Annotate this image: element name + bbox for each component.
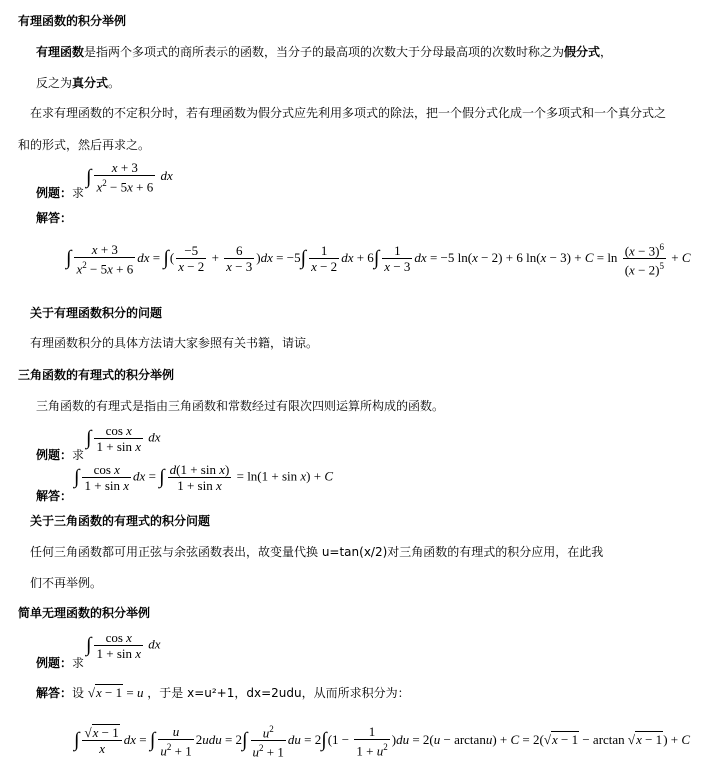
example3-answer-label: 解答： bbox=[36, 686, 73, 700]
rational-note-title: 关于有理函数积分的问题 bbox=[30, 306, 163, 320]
substitution-formula: √x − 1 = u bbox=[87, 685, 144, 700]
term-rational-function: 有理函数 bbox=[36, 45, 85, 59]
sec2-title: 三角函数的有理式的积分举例 bbox=[18, 368, 175, 382]
rational-definition: 有理函数是指两个多项式的商所表示的函数，当分子的最高项的次数大于分母最高项的次数时称之为假分式， bbox=[36, 45, 613, 59]
sec1-title: 有理函数的积分举例 bbox=[18, 14, 127, 28]
example1-label: 例题：求 bbox=[36, 186, 85, 200]
example1-solution: ∫ $\frac{x + 3}{x^2 - 5x + 6}$ dx = ∫( $\frac{-5}{x - 2}$ + $\frac{6}{x - 3}$ )dx = −5∫ $\frac{1}{x - 2}$ dx + 6∫ $\frac{1}{x - 3}$ dx = −5 ln(x − 2) + 6 ln(x − 3) + C = ln $\frac{(x - 3)^6}{(x - 2)^5}$ + C bbox=[66, 241, 691, 278]
term-improper-fraction: 假分式 bbox=[564, 45, 601, 59]
rational-definition-line2: 反之为真分式。 bbox=[36, 76, 121, 90]
rational-note-text: 有理函数积分的具体方法请大家参照有关书籍，请谅。 bbox=[30, 336, 319, 350]
example3-solution: ∫ $\frac{√x - 1}{x}$ dx = ∫ $\frac{u}{u^2 + 1}$ 2udu = 2∫ $\frac{u^2}{u^2 + 1}$ du = 2∫(1 − $\frac{1}{1 + u^2}$ )du = 2(u − arctanu) + C = 2(√x − 1 − arctan √x − 1) + C bbox=[74, 723, 691, 760]
example2-label: 例题：求 bbox=[36, 448, 85, 462]
term-proper-fraction: 真分式 bbox=[72, 76, 109, 90]
method-paragraph-line2: 和的形式，然后再求之。 bbox=[18, 138, 151, 152]
example1-formula: ∫ $\frac{x + 3}{x^2 - 5x + 6}$ dx bbox=[86, 160, 173, 195]
example3-formula: ∫ $\frac{\text{cos x}}{\text{1 + sin x}}$ dx bbox=[86, 630, 161, 661]
example3-label: 例题：求 bbox=[36, 656, 85, 670]
example3-answer: 解答：设 √x − 1 = u ，于是 x=u²+1，dx=2udu，从而所求积分为： bbox=[36, 685, 410, 700]
trig-note-line1: 任何三角函数都可用正弦与余弦函数表出，故变量代换 u=tan(x/2)对三角函数的有理式的积分应用，在此我 bbox=[30, 545, 604, 559]
example2-formula: ∫ $\frac{\text{cos x}}{\text{1 + sin x}}$ dx bbox=[86, 423, 161, 454]
example1-answer-label: 解答： bbox=[36, 211, 73, 225]
example2-answer-label: 解答： bbox=[36, 489, 73, 503]
trig-note-line2: 们不再举例。 bbox=[30, 576, 103, 590]
method-paragraph-line1: 在求有理函数的不定积分时，若有理函数为假分式应先利用多项式的除法，把一个假分式化成一个多项式和一个真分式之 bbox=[30, 106, 667, 120]
sec2-description: 三角函数的有理式是指由三角函数和常数经过有限次四则运算所构成的函数。 bbox=[36, 399, 445, 413]
trig-note-title: 关于三角函数的有理式的积分问题 bbox=[30, 514, 211, 528]
example2-solution: ∫ $\frac{\text{cos x}}{\text{1 + sin x}}$ dx = ∫ $\frac{\text{d(1 + sin x)}}{\text{1 + sin x}}$ = ln(1 + sin x) + C bbox=[74, 462, 334, 493]
sec3-title: 简单无理函数的积分举例 bbox=[18, 606, 151, 620]
